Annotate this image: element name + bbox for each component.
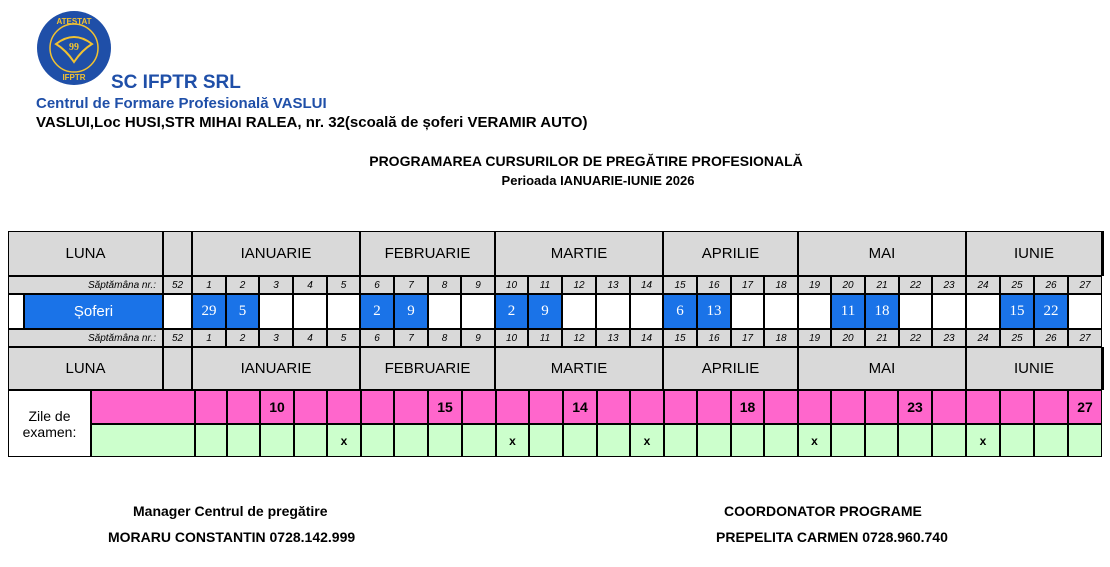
week-number: 11 <box>528 329 562 347</box>
exam-date-cell <box>798 390 831 424</box>
month-martie: MARTIE <box>495 231 663 276</box>
exam-date-cell <box>227 390 260 424</box>
exam-mark-cell <box>260 424 294 457</box>
week-number: 19 <box>798 329 831 347</box>
exam-date: 23 <box>898 390 932 424</box>
week-number: 21 <box>865 329 899 347</box>
week-number: 22 <box>899 276 932 294</box>
week-number: 14 <box>630 276 663 294</box>
exam-mark-cell <box>831 424 865 457</box>
exam-date-cell <box>195 390 227 424</box>
luna-spacer <box>163 231 192 276</box>
week-number: 13 <box>596 276 630 294</box>
exam-mark-cell <box>1000 424 1034 457</box>
exam-mark-cell <box>865 424 898 457</box>
exam-date: 27 <box>1068 390 1102 424</box>
exam-mark-cell <box>1068 424 1102 457</box>
exam-mark-cell <box>195 424 227 457</box>
week-number: 6 <box>360 276 394 294</box>
course-start-cell: 2 <box>495 294 528 329</box>
week-number: 27 <box>1068 329 1102 347</box>
course-start-cell: 2 <box>360 294 394 329</box>
luna-end-2 <box>1102 347 1104 390</box>
month-aprilie: APRILIE <box>663 231 798 276</box>
luna-spacer-2 <box>163 347 192 390</box>
exam-date-cell <box>1034 390 1068 424</box>
exam-mark-cell <box>91 424 195 457</box>
exam-date: 10 <box>260 390 294 424</box>
week-number: 23 <box>932 276 966 294</box>
exam-date-cell <box>831 390 865 424</box>
month-2-aprilie: APRILIE <box>663 347 798 390</box>
luna-label: LUNA <box>8 231 163 276</box>
exam-date: 15 <box>428 390 462 424</box>
exam-date-cell <box>462 390 496 424</box>
manager-name: MORARU CONSTANTIN 0728.142.999 <box>108 529 356 545</box>
week-number: 20 <box>831 329 865 347</box>
exam-date: 14 <box>563 390 597 424</box>
month-iunie: IUNIE <box>966 231 1102 276</box>
soferi-cell <box>932 294 966 329</box>
exam-mark-cell <box>597 424 630 457</box>
week-number: 8 <box>428 276 461 294</box>
course-start-cell: 5 <box>226 294 259 329</box>
exam-mark-cell <box>361 424 394 457</box>
address: VASLUI,Loc HUSI,STR MIHAI RALEA, nr. 32(scoală de șoferi VERAMIR AUTO) <box>36 114 588 131</box>
week-label: Săptămâna nr.: <box>8 329 163 347</box>
week-number: 3 <box>259 276 293 294</box>
exam-mark-cell <box>529 424 563 457</box>
week-number: 52 <box>163 276 192 294</box>
week-number: 26 <box>1034 276 1068 294</box>
exam-date-cell <box>91 390 195 424</box>
page-subtitle: Perioada IANUARIE-IUNIE 2026 <box>501 173 695 188</box>
course-start-cell: 15 <box>1000 294 1034 329</box>
course-start-cell: 11 <box>831 294 865 329</box>
exam-mark-cell <box>697 424 731 457</box>
soferi-cell <box>293 294 327 329</box>
week-number: 12 <box>562 329 596 347</box>
week-number: 7 <box>394 329 428 347</box>
week-number: 24 <box>966 276 1000 294</box>
logo-text-top: ATESTAT <box>56 17 92 26</box>
soferi-cell <box>259 294 293 329</box>
exam-date-cell <box>865 390 898 424</box>
week-number: 7 <box>394 276 428 294</box>
exam-mark-cell <box>428 424 462 457</box>
exam-label: Zile de examen: <box>8 390 91 457</box>
week-number: 4 <box>293 329 327 347</box>
week-number: 1 <box>192 276 226 294</box>
soferi-cell <box>630 294 663 329</box>
week-number: 9 <box>461 329 495 347</box>
soferi-spacer <box>8 294 24 329</box>
exam-date-cell <box>630 390 664 424</box>
soferi-label: Șoferi <box>24 294 163 329</box>
month-2-februarie: FEBRUARIE <box>360 347 495 390</box>
soferi-cell <box>596 294 630 329</box>
exam-mark: x <box>496 424 529 457</box>
logo-text-bottom: IFPTR <box>62 73 86 82</box>
manager-role: Manager Centrul de pregătire <box>133 503 328 519</box>
exam-mark-cell <box>932 424 966 457</box>
week-number: 26 <box>1034 329 1068 347</box>
luna-label-2: LUNA <box>8 347 163 390</box>
month-ianuarie: IANUARIE <box>192 231 360 276</box>
exam-mark: x <box>630 424 664 457</box>
week-number: 23 <box>932 329 966 347</box>
week-number: 11 <box>528 276 562 294</box>
month-2-martie: MARTIE <box>495 347 663 390</box>
exam-mark-cell <box>394 424 428 457</box>
course-start-cell: 9 <box>394 294 428 329</box>
week-number: 15 <box>663 329 697 347</box>
exam-date-cell <box>394 390 428 424</box>
month-2-mai: MAI <box>798 347 966 390</box>
week-number: 9 <box>461 276 495 294</box>
soferi-cell <box>764 294 798 329</box>
soferi-cell <box>966 294 1000 329</box>
week-number: 13 <box>596 329 630 347</box>
week-number: 22 <box>899 329 932 347</box>
week-number: 25 <box>1000 276 1034 294</box>
week-number: 4 <box>293 276 327 294</box>
exam-mark-cell <box>1034 424 1068 457</box>
month-2-iunie: IUNIE <box>966 347 1102 390</box>
week-number: 16 <box>697 276 731 294</box>
week-number: 8 <box>428 329 461 347</box>
soferi-cell <box>461 294 495 329</box>
week-number: 25 <box>1000 329 1034 347</box>
month-mai: MAI <box>798 231 966 276</box>
course-start-cell: 13 <box>697 294 731 329</box>
week-number: 12 <box>562 276 596 294</box>
week-number: 21 <box>865 276 899 294</box>
week-number: 2 <box>226 329 259 347</box>
exam-mark-cell <box>764 424 798 457</box>
exam-date-cell <box>361 390 394 424</box>
week-number: 17 <box>731 276 764 294</box>
week-number: 10 <box>495 329 528 347</box>
course-start-cell: 22 <box>1034 294 1068 329</box>
exam-mark: x <box>327 424 361 457</box>
week-number: 14 <box>630 329 663 347</box>
course-start-cell: 9 <box>528 294 562 329</box>
exam-date-cell <box>1000 390 1034 424</box>
exam-date-cell <box>664 390 697 424</box>
exam-date-cell <box>529 390 563 424</box>
soferi-cell <box>899 294 932 329</box>
exam-date-cell <box>597 390 630 424</box>
exam-date-cell <box>496 390 529 424</box>
week-number: 15 <box>663 276 697 294</box>
logo-number: 99 <box>69 42 79 53</box>
exam-date-cell <box>697 390 731 424</box>
soferi-cell <box>731 294 764 329</box>
training-center-name: Centrul de Formare Profesională VASLUI <box>36 95 327 112</box>
soferi-cell <box>1068 294 1102 329</box>
week-number: 52 <box>163 329 192 347</box>
soferi-cell <box>562 294 596 329</box>
page-title: PROGRAMAREA CURSURILOR DE PREGĂTIRE PROFESIONALĂ <box>369 153 803 169</box>
coordinator-role: COORDONATOR PROGRAME <box>724 503 922 519</box>
exam-mark-cell <box>731 424 764 457</box>
company-name: SC IFPTR SRL <box>111 72 241 93</box>
week-number: 27 <box>1068 276 1102 294</box>
exam-date: 18 <box>731 390 764 424</box>
soferi-cell <box>428 294 461 329</box>
week-number: 5 <box>327 276 360 294</box>
week-number: 3 <box>259 329 293 347</box>
exam-mark-cell <box>563 424 597 457</box>
exam-date-cell <box>327 390 361 424</box>
exam-date-cell <box>966 390 1000 424</box>
soferi-cell <box>163 294 192 329</box>
exam-date-cell <box>932 390 966 424</box>
week-number: 16 <box>697 329 731 347</box>
week-number: 17 <box>731 329 764 347</box>
course-start-cell: 29 <box>192 294 226 329</box>
exam-mark: x <box>966 424 1000 457</box>
exam-mark-cell <box>227 424 260 457</box>
soferi-cell <box>798 294 831 329</box>
week-number: 19 <box>798 276 831 294</box>
soferi-cell <box>327 294 360 329</box>
week-number: 20 <box>831 276 865 294</box>
course-start-cell: 6 <box>663 294 697 329</box>
month-februarie: FEBRUARIE <box>360 231 495 276</box>
week-number: 10 <box>495 276 528 294</box>
coordinator-name: PREPELITA CARMEN 0728.960.740 <box>716 529 948 545</box>
week-number: 24 <box>966 329 1000 347</box>
exam-date-cell <box>764 390 798 424</box>
week-number: 2 <box>226 276 259 294</box>
course-start-cell: 18 <box>865 294 899 329</box>
exam-mark: x <box>798 424 831 457</box>
week-number: 18 <box>764 329 798 347</box>
exam-mark-cell <box>898 424 932 457</box>
luna-end <box>1102 231 1104 276</box>
week-number: 6 <box>360 329 394 347</box>
exam-mark-cell <box>462 424 496 457</box>
week-number: 1 <box>192 329 226 347</box>
exam-mark-cell <box>664 424 697 457</box>
week-number: 18 <box>764 276 798 294</box>
exam-mark-cell <box>294 424 327 457</box>
month-2-ianuarie: IANUARIE <box>192 347 360 390</box>
exam-date-cell <box>294 390 327 424</box>
week-label: Săptămâna nr.: <box>8 276 163 294</box>
week-number: 5 <box>327 329 360 347</box>
